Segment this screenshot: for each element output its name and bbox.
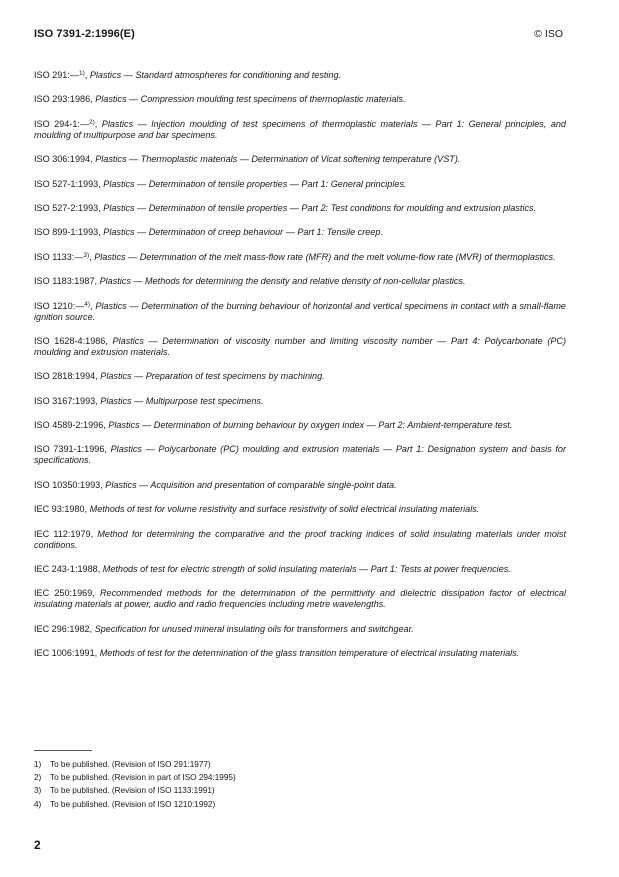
reference-designation: ISO 1183:1987, <box>34 276 98 287</box>
reference-designation: ISO 527-1:1993, <box>34 178 101 189</box>
reference-title: Plastics — Standard atmospheres for conditioning and testing. <box>89 70 342 80</box>
reference-entry <box>34 179 566 190</box>
reference-entry <box>34 588 566 610</box>
footnote <box>34 798 236 811</box>
reference-title: Plastics — Thermoplastic materials — Determination of Vicat softening temperature (VST). <box>95 154 461 165</box>
reference-title: Plastics — Determination of creep behaviour — Part 1: Tensile creep. <box>103 227 383 238</box>
reference-title: Plastics — Determination of tensile properties — Part 2: Test conditions for moulding and extrusion plastics. <box>103 202 537 213</box>
reference-entry <box>34 227 566 238</box>
reference-designation: IEC 296:1982, <box>34 623 93 634</box>
reference-title: Methods of test for electric strength of solid insulating materials — Part 1: Tests at power frequencies. <box>102 564 511 575</box>
footnote-number: 2) <box>34 773 42 783</box>
reference-title: Plastics — Determination of burning behaviour by oxygen index — Part 2: Ambient-temperature test. <box>108 420 513 431</box>
reference-designation: ISO 293:1986, <box>34 94 93 105</box>
reference-title: Plastics — Determination of the burning behaviour of horizontal and vertical specimens in contact with a small-flame ignition source. <box>34 300 566 322</box>
footnote <box>34 784 236 797</box>
reference-entry <box>34 371 566 382</box>
copyright-notice: © ISO <box>534 28 563 40</box>
reference-title: Method for determining the comparative and the proof tracking indices of solid insulating materials under moist conditions. <box>34 528 566 550</box>
reference-entry: ISO 1133:—$^{3)}$, Plastics — Determination of the melt mass-flow rate (MFR) and the melt volume-flow rate (MVR) of thermoplastics. <box>34 251 556 262</box>
reference-entry <box>34 480 566 491</box>
reference-title: Methods of test for the determination of the glass transition temperature of electrical insulating materials. <box>99 648 520 659</box>
reference-entry <box>34 94 566 105</box>
reference-designation: ISO 306:1994, <box>34 154 93 165</box>
page-number: 2 <box>34 838 41 852</box>
footnote <box>34 771 236 784</box>
reference-designation: ISO 1133:— <box>34 251 84 262</box>
footnote-text: To be published. (Revision of ISO 1133:1991) <box>50 786 215 796</box>
footnotes-list <box>34 758 236 811</box>
reference-entry <box>34 564 566 575</box>
reference-title: Methods of test for volume resistivity and surface resistivity of solid electrical insulating materials. <box>89 504 480 515</box>
normative-references-list <box>34 70 566 673</box>
footnote-number: 3) <box>34 786 42 796</box>
reference-designation: IEC 243-1:1988, <box>34 564 101 575</box>
footnote-marker: 4) <box>84 300 91 308</box>
reference-designation: ISO 899-1:1993, <box>34 227 101 238</box>
reference-designation: IEC 93:1980, <box>34 504 88 515</box>
footnote-number: 4) <box>34 799 42 809</box>
reference-designation: ISO 1628-4:1986, <box>34 335 108 346</box>
reference-entry: ISO 294-1:—$^{2)}$, Plastics — Injection moulding of test specimens of thermoplastic materials — Part 1: General principles, and moulding of multipurpose and bar specimens. <box>34 118 566 140</box>
reference-entry <box>34 444 566 466</box>
footnote-separator <box>34 750 92 751</box>
reference-entry: ISO 291:—$^{1)}$, Plastics — Standard atmospheres for conditioning and testing. <box>34 70 342 80</box>
reference-entry <box>34 529 566 551</box>
reference-title: Plastics — Multipurpose test specimens. <box>100 395 264 406</box>
reference-title: Recommended methods for the determination of the permittivity and dielectric dissipation factor of electrical insulating materials at power, audio and radio frequencies including metre wavelengths. <box>34 588 566 610</box>
reference-entry <box>34 203 566 214</box>
reference-title: Plastics — Compression moulding test specimens of thermoplastic materials. <box>95 94 406 105</box>
reference-title: Plastics — Acquisition and presentation of comparable single-point data. <box>105 479 397 490</box>
footnote-marker: 3) <box>83 251 90 259</box>
reference-designation: ISO 4589-2:1996, <box>34 420 106 431</box>
reference-designation: IEC 1006:1991, <box>34 648 98 659</box>
reference-designation: ISO 2818:1994, <box>34 371 98 382</box>
footnote-number: 1) <box>34 760 42 769</box>
reference-title: Plastics — Determination of tensile properties — Part 1: General principles. <box>103 178 407 189</box>
reference-title: Plastics — Polycarbonate (PC) moulding and extrusion materials — Part 1: Designation system and basis for specifications. <box>34 444 566 466</box>
reference-designation: ISO 1210:— <box>34 300 85 311</box>
reference-entry <box>34 336 566 358</box>
reference-entry <box>34 276 566 287</box>
reference-entry <box>34 624 566 635</box>
reference-designation: ISO 291:— <box>34 70 79 80</box>
reference-title: Specification for unused mineral insulating oils for transformers and switchgear. <box>94 623 414 634</box>
reference-designation: IEC 250:1969, <box>34 588 95 599</box>
footnote-marker: 2) <box>89 118 95 126</box>
reference-title: Plastics — Injection moulding of test specimens of thermoplastic materials — Part 1: General principles, and moulding of multipurpose and bar specimens. <box>34 118 566 140</box>
footnote-text: To be published. (Revision in part of ISO 294:1995) <box>50 773 236 783</box>
reference-entry <box>34 420 566 431</box>
reference-entry <box>34 154 566 165</box>
reference-title: Plastics — Methods for determining the density and relative density of non-cellular plastics. <box>99 276 466 287</box>
document-header-title: ISO 7391-2:1996(E) <box>34 28 135 40</box>
reference-designation: ISO 7391-1:1996, <box>34 444 107 455</box>
reference-designation: IEC 112:1979, <box>34 528 94 539</box>
reference-title: Plastics — Preparation of test specimens by machining. <box>100 371 325 382</box>
reference-designation: ISO 527-2:1993, <box>34 202 101 213</box>
footnote <box>34 758 236 771</box>
reference-title: Plastics — Determination of the melt mass-flow rate (MFR) and the melt volume-flow rate (MVR) of thermoplastics. <box>94 251 556 262</box>
reference-entry <box>34 504 566 515</box>
reference-designation: ISO 3167:1993, <box>34 395 98 406</box>
footnote-marker: 1) <box>79 70 85 77</box>
reference-entry <box>34 648 566 659</box>
reference-entry: ISO 1210:—$^{4)}$, Plastics — Determination of the burning behaviour of horizontal and vertical specimens in contact with a small-flame ignition source. <box>34 300 566 322</box>
reference-designation: ISO 294-1:— <box>34 118 90 129</box>
reference-entry <box>34 396 566 407</box>
reference-designation: ISO 10350:1993, <box>34 479 103 490</box>
footnote-text: To be published. (Revision of ISO 1210:1992) <box>50 799 216 809</box>
reference-title: Plastics — Determination of viscosity number and limiting viscosity number — Part 4: Polycarbonate (PC) moulding and extrusion materials. <box>34 335 567 357</box>
footnote-text: To be published. (Revision of ISO 291:1977) <box>50 760 211 769</box>
